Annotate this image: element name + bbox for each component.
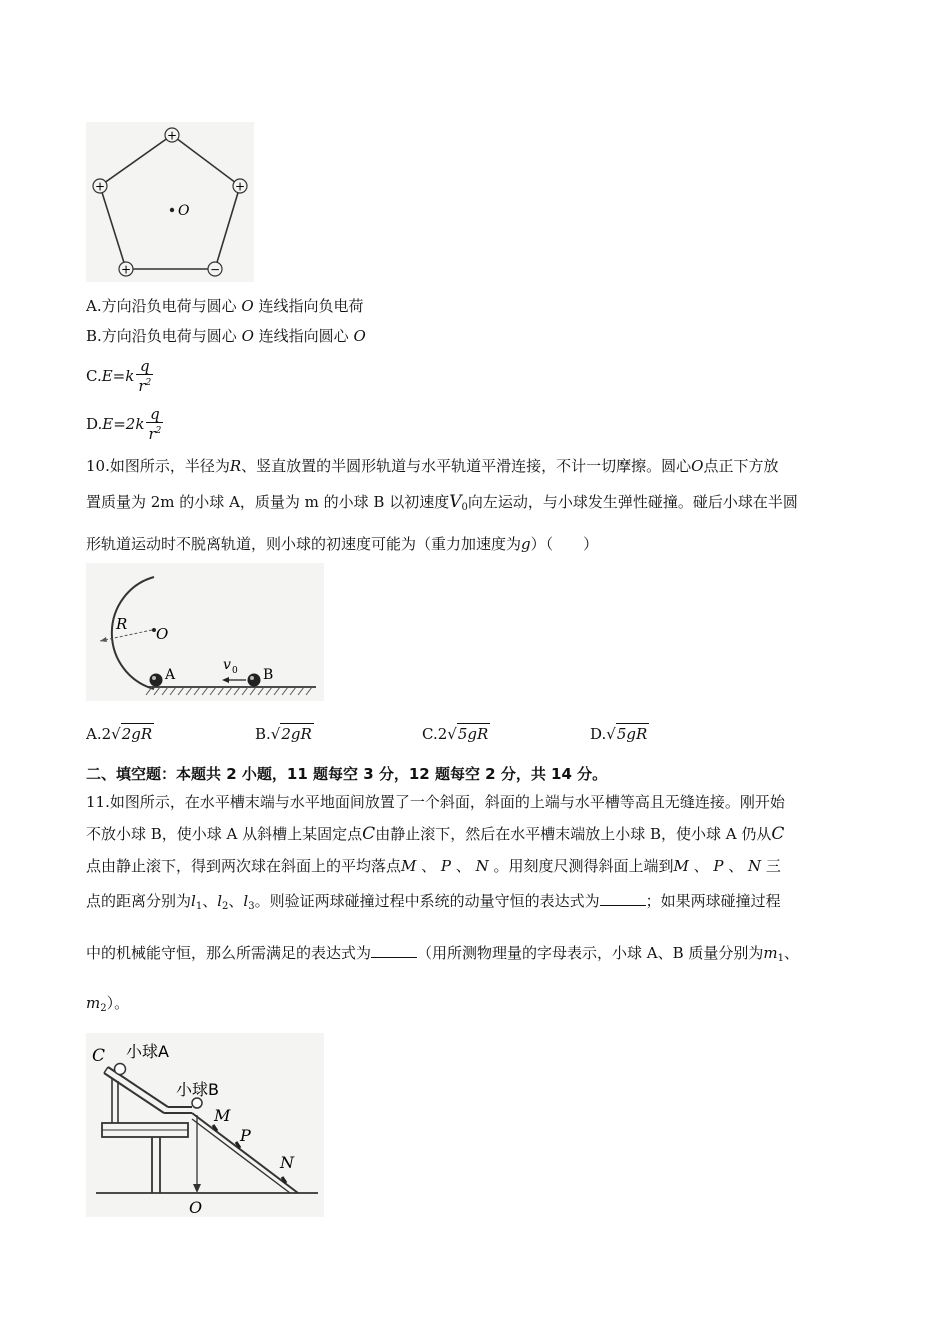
center-dot: [170, 208, 174, 212]
svg-text:C: C: [92, 1046, 106, 1066]
q11-line-3: 点由静止滚下，得到两次球在斜面上的平均落点M 、 P 、 N 。用刻度尺测得斜面上端到M 、 P 、 N 三: [86, 857, 781, 875]
svg-text:O: O: [156, 625, 169, 643]
charge-right: [233, 179, 247, 194]
ball-a: [150, 674, 163, 687]
q10-line-1: 10.如图所示，半径为R、竖直放置的半圆形轨道与水平轨道平滑连接，不计一切摩擦。圆心O点正下方放: [86, 457, 779, 475]
ball-a: [115, 1064, 126, 1075]
svg-text:小球B: 小球B: [176, 1080, 219, 1099]
svg-text:+: +: [166, 128, 178, 143]
q9-option-d: D. E = 2k $\frac{q}{r^2}$: [86, 405, 162, 443]
q10-line-2: 置质量为 2m 的小球 A，质量为 m 的小球 B 以初速度$V_0$向左运动，与小球发生弹性碰撞。碰后小球在半圆: [86, 492, 798, 513]
svg-text:P: P: [240, 1126, 251, 1145]
fraction: $\frac{q}{r^2}$: [138, 357, 152, 395]
svg-text:+: +: [234, 179, 246, 194]
svg-text:A: A: [165, 667, 176, 683]
charge-bottom-left: [119, 262, 133, 277]
q11-line-2: 不放小球 B，使小球 A 从斜槽上某固定点C由静止滚下，然后在水平槽末端放上小球 B，使小球 A 仍从C: [86, 824, 785, 844]
q11-line-6: $m_2$）。: [86, 994, 130, 1014]
q9-option-b: B.方向沿负电荷与圆心 O 连线指向圆心 O: [86, 327, 366, 345]
svg-text:R: R: [116, 615, 128, 633]
q9-option-a: A.方向沿负电荷与圆心 O 连线指向负电荷: [86, 297, 364, 315]
charge-bottom-right-negative: [208, 262, 222, 277]
svg-text:B: B: [263, 667, 274, 683]
answer-blank-2[interactable]: [371, 943, 417, 958]
svg-text:+: +: [94, 179, 106, 194]
q10-line-3: 形轨道运动时不脱离轨道，则小球的初速度可能为（重力加速度为g）（ ）: [86, 535, 599, 553]
svg-text:N: N: [280, 1153, 294, 1172]
q11-line-4: 点的距离分别为$l_1$、$l_2$、$l_3$。则验证两球碰撞过程中系统的动量守恒的表达式为 ；如果两球碰撞过程: [86, 892, 781, 912]
incline-collision-figure: [86, 1033, 324, 1217]
svg-text:M: M: [214, 1106, 231, 1125]
q11-line-1: 11.如图所示，在水平槽末端与水平地面间放置了一个斜面，斜面的上端与水平槽等高且无缝连接。刚开始: [86, 793, 785, 811]
q11-line-5: 中的机械能守恒，那么所需满足的表达式为 （用所测物理量的字母表示，小球 A、B 质量分别为$m_1$、: [86, 944, 800, 964]
section-heading: 二、填空题：本题共 2 小题，11 题每空 3 分，12 题每空 2 分，共 14 分。: [86, 765, 608, 783]
charge-left: [93, 179, 107, 194]
q10-option-b: B.√2gR: [255, 725, 312, 743]
q9-option-c: C. E = k $\frac{q}{r^2}$: [86, 357, 152, 395]
svg-text:v: v: [223, 657, 231, 673]
ball-b: [192, 1098, 202, 1108]
incline-diagram: [86, 1033, 324, 1217]
svg-text:0: 0: [232, 666, 238, 676]
pentagon-diagram: [86, 122, 254, 282]
svg-text:O: O: [189, 1198, 203, 1217]
pentagon-charge-figure: [86, 122, 254, 282]
svg-text:−: −: [209, 262, 221, 277]
charge-top: [165, 128, 179, 143]
center-label: O: [178, 203, 190, 219]
svg-text:小球A: 小球A: [126, 1042, 169, 1061]
q10-option-c: C.2√5gR: [422, 725, 489, 743]
track-diagram: [86, 563, 324, 701]
fraction: $\frac{q}{r^2}$: [148, 405, 162, 443]
answer-blank-1[interactable]: [600, 891, 646, 906]
q10-option-a: A.2√2gR: [86, 725, 153, 743]
ball-b: [248, 674, 261, 687]
semicircle-track-figure: [86, 563, 324, 701]
q10-option-d: D.√5gR: [590, 725, 648, 743]
svg-text:+: +: [120, 262, 132, 277]
